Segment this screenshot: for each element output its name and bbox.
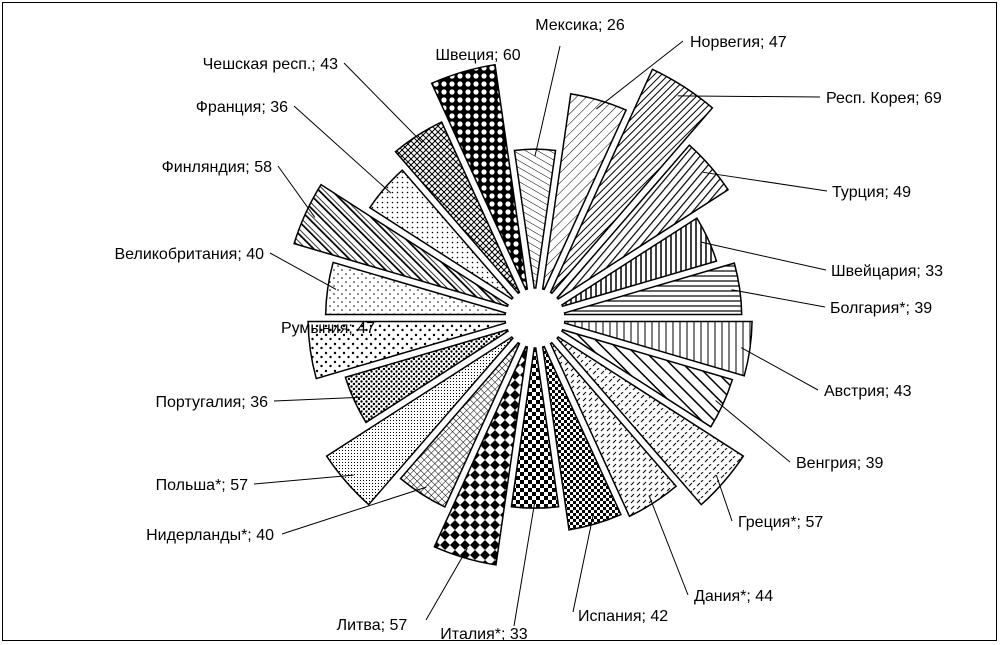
data-label-нидерланды: Нидерланды*; 40: [146, 527, 274, 544]
data-label-румыния: Румыния; 47: [280, 320, 376, 337]
data-label-великобритания: Великобритания; 40: [114, 246, 264, 263]
leader-line-чешская-респ: [344, 63, 422, 143]
data-label-литва: Литва; 57: [336, 617, 408, 634]
data-label-польша: Польша*; 57: [155, 477, 248, 494]
leader-line-швейцария: [701, 242, 826, 270]
leader-line-финляндия: [278, 166, 315, 217]
leader-line-италия: [514, 501, 535, 626]
leader-line-болгария: [731, 290, 825, 307]
data-label-австрия: Австрия; 43: [824, 383, 912, 400]
labels-group: [114, 17, 943, 643]
leader-line-франция: [294, 106, 391, 193]
data-label-мексика: Мексика; 26: [535, 17, 625, 34]
data-label-дания: Дания*; 44: [694, 588, 774, 605]
data-label-испания: Испания; 42: [578, 608, 669, 625]
slices-group: [294, 65, 752, 565]
leader-line-мексика: [535, 46, 560, 156]
data-label-респ-корея: Респ. Корея; 69: [826, 90, 942, 107]
data-label-венгрия: Венгрия; 39: [796, 455, 884, 472]
leader-line-австрия: [741, 348, 818, 390]
leader-line-нидерланды: [282, 487, 426, 534]
data-label-португалия: Португалия; 36: [155, 394, 268, 411]
leader-line-великобритания: [270, 253, 336, 289]
leader-line-испания: [573, 516, 593, 612]
data-label-чешская-респ: Чешская респ.; 43: [202, 56, 338, 73]
leader-line-польша: [254, 475, 354, 484]
data-label-норвегия: Норвегия; 47: [690, 34, 787, 51]
data-label-швеция: Швеция; 60: [435, 47, 521, 64]
data-label-греция: Греция*; 57: [738, 514, 824, 531]
data-label-болгария: Болгария*; 39: [830, 300, 933, 317]
data-label-франция: Франция; 36: [195, 99, 288, 116]
leader-line-португалия: [274, 397, 362, 401]
leader-line-литва: [426, 548, 467, 620]
data-label-швейцария: Швейцария; 33: [831, 263, 944, 280]
data-label-турция: Турция; 49: [832, 184, 912, 201]
leader-line-дания: [649, 495, 688, 595]
data-label-италия: Италия*; 33: [440, 626, 528, 643]
data-label-финляндия: Финляндия; 58: [161, 159, 272, 176]
